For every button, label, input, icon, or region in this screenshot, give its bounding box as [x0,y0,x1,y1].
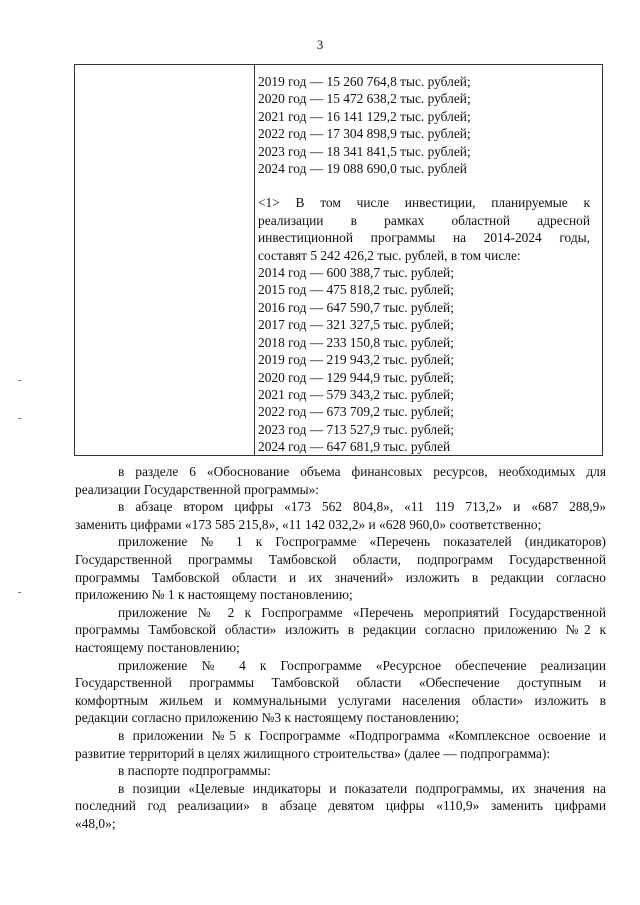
year-amount-line: 2024 год — 19 088 690,0 тыс. рублей [258,161,467,177]
footnote-year-line: 2017 год — 321 327,5 тыс. рублей; [258,317,454,333]
text-line: последний год реализации» в абзаце девятом цифры «110,9» заменить цифрами [75,798,606,814]
text-line: комфортным жильем и коммунальными услугами населения области» изложить в [75,692,606,708]
text-line: в позиции «Целевые индикаторы и показатели подпрограммы, их значения на [118,780,606,796]
document-body [75,463,606,832]
paragraph-appendix-1 [75,533,606,603]
table-column-divider [254,64,255,456]
text-line: приложению № 1 к настоящему постановлению; [75,587,353,603]
text-line: приложение № 2 к Госпрограмме «Перечень мероприятий Государственной [118,604,606,620]
footnote-year-line: 2022 год — 673 709,2 тыс. рублей; [258,404,454,420]
year-amount-line: 2019 год — 15 260 764,8 тыс. рублей; [258,74,471,89]
footnote-year-line: 2023 год — 713 527,9 тыс. рублей; [258,421,454,437]
margin-mark [18,380,21,381]
text-line: Государственной программы Тамбовской области «Обеспечение доступным и [75,675,606,691]
footnote-year-line: 2018 год — 233 150,8 тыс. рублей; [258,334,454,350]
paragraph-passport [75,762,606,780]
year-amount-line: 2021 год — 16 141 129,2 тыс. рублей; [258,108,471,124]
footnote-text-line: инвестиционной программы на 2014-2024 годы, [258,230,590,246]
text-line: в разделе 6 «Обоснование объема финансовых ресурсов, необходимых для [118,464,606,479]
footnote-year-line: 2020 год — 129 944,9 тыс. рублей; [258,369,454,385]
text-line: развитие территорий в целях жилищного строительства» (далее — подпрограмма): [75,745,551,761]
text-line: в абзаце втором цифры «173 562 804,8», «11 119 713,2» и «687 288,9» [118,499,606,515]
paragraph-target-indicators [75,780,606,833]
text-line: реализации Государственной программы»: [75,481,320,497]
paragraph-appendix-5 [75,727,606,762]
margin-mark [18,592,21,593]
text-line: редакции согласно приложению №3 к настоящему постановлению; [75,710,460,726]
footnote-text-line: реализации в рамках областной адресной [258,212,590,228]
year-amount-line: 2022 год — 17 304 898,9 тыс. рублей; [258,126,471,142]
text-line: настоящему постановлению; [75,639,240,655]
year-amount-line: 2020 год — 15 472 638,2 тыс. рублей; [258,91,471,107]
text-line: программы Тамбовской области» изложить в редакции согласно приложению №2 к [75,622,606,638]
text-line: Государственной программы Тамбовской области, подпрограмм Государственной [75,551,606,567]
text-line: в паспорте подпрограммы: [118,763,271,779]
footnote-text-line: <1> В том числе инвестиции, планируемые к [258,195,590,211]
footnote-year-line: 2014 год — 600 388,7 тыс. рублей; [258,265,454,281]
paragraph-replace-figures [75,498,606,533]
text-line: приложение № 1 к Госпрограмме «Перечень показателей (индикаторов) [118,534,606,550]
paragraph-section-6 [75,463,606,498]
table-cell-financing [258,73,590,456]
margin-mark [18,418,21,419]
year-amount-line: 2023 год — 18 341 841,5 тыс. рублей; [258,143,471,159]
footnote-year-line: 2019 год — 219 943,2 тыс. рублей; [258,352,454,368]
footnote-year-line: 2024 год — 647 681,9 тыс. рублей [258,439,451,455]
text-line: приложение № 4 к Госпрограмме «Ресурсное обеспечение реализации [118,657,606,673]
paragraph-appendix-4 [75,657,606,727]
footnote-year-line: 2016 год — 647 590,7 тыс. рублей; [258,299,454,315]
page-number: 3 [316,37,324,52]
text-line: «48,0»; [75,815,116,831]
text-line: в приложении №5 к Госпрограмме «Подпрограмма «Комплексное освоение и [118,727,606,743]
footnote-text-line: составят 5 242 426,2 тыс. рублей, в том числе: [258,247,521,263]
text-line: заменить цифрами «173 585 215,8», «11 142 032,2» и «628 960,0» соответственно; [75,516,542,532]
footnote-year-line: 2021 год — 579 343,2 тыс. рублей; [258,386,454,402]
paragraph-appendix-2 [75,604,606,657]
text-line: программы Тамбовской области и их значений» изложить в редакции согласно [75,569,606,585]
footnote-year-line: 2015 год — 475 818,2 тыс. рублей; [258,282,454,298]
